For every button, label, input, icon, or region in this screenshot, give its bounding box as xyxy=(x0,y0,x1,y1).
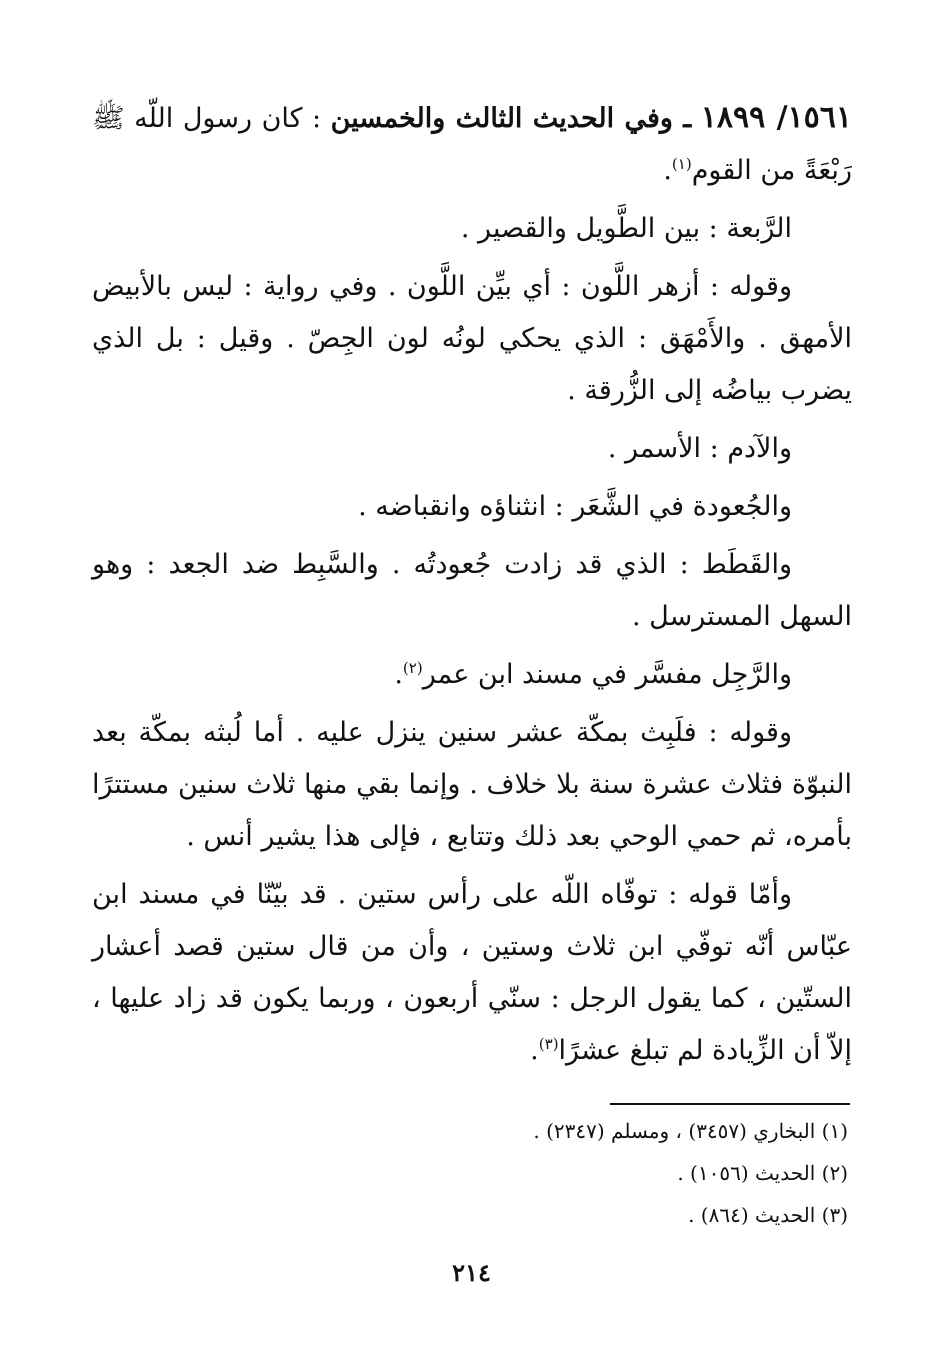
footnote: (٣) الحديث (٨٦٤) . xyxy=(688,1203,848,1227)
footnotes xyxy=(88,1110,848,1236)
main-text xyxy=(92,92,852,1083)
paragraph xyxy=(92,261,852,417)
hadith-end: . xyxy=(663,155,672,186)
footnote-marker: (٣) xyxy=(538,1035,559,1053)
paragraph xyxy=(92,423,852,475)
hadith-heading-paragraph xyxy=(92,92,852,197)
paragraph xyxy=(92,539,852,643)
paragraph-text: والآدم : الأسمر . xyxy=(607,433,792,464)
paragraph-text: والقَطَط : الذي قد زادت جُعودتُه . والسَّبِط ضد الجعد : وهو السهل المسترسل . xyxy=(92,549,852,632)
paragraph-text: والجُعودة في الشَّعَر : انثناؤه وانقباضه . xyxy=(358,491,792,522)
paragraph-text: والرَّجِل مفسَّر في مسند ابن عمر xyxy=(422,659,792,690)
paragraph-text: وأمّا قوله : توفّاه اللّه على رأس ستين . قد بيّنّا في مسند ابن عبّاس أنّه توفّي ابن ثلاث وستين ، وأن من قال ستين قصد أعشار الستّين ، كما يقول الرجل : سنّي أربعون ، وربما يكون قد زاد عليها ، إلاّ أن الزِّيادة لم تبلغ عشرًا xyxy=(92,879,852,1066)
footnote: (١) البخاري (٣٤٥٧) ، ومسلم (٢٣٤٧) . xyxy=(533,1119,848,1143)
hadith-title: ـ وفي الحديث الثالث والخمسين xyxy=(330,103,692,134)
footnote: (٢) الحديث (١٠٥٦) . xyxy=(677,1161,848,1185)
hadith-text: : كان رسول اللّه ﷺ رَبْعَةً من القوم xyxy=(92,103,852,186)
footnote-divider xyxy=(610,1103,850,1105)
paragraph xyxy=(92,203,852,255)
paragraph xyxy=(92,869,852,1077)
hadith-number: ١٥٦١/ ١٨٩٩ xyxy=(700,100,852,135)
paragraph xyxy=(92,707,852,863)
paragraph xyxy=(92,649,852,701)
paragraph-end: . xyxy=(530,1035,539,1066)
paragraph-text: وقوله : فلَبِث بمكّة عشر سنين ينزل عليه . أما لُبثه بمكّة بعد النبوّة فثلاث عشرة سنة بلا خلاف . وإنما بقي منها ثلاث سنين مستترًا بأمره، ثم حمي الوحي بعد ذلك وتتابع ، فإلى هذا يشير أنس . xyxy=(92,717,852,852)
footnote-marker: (١) xyxy=(671,155,692,173)
footnote-marker: (٢) xyxy=(402,659,423,677)
paragraph-text: وقوله : أزهر اللَّون : أي بيِّن اللَّون . وفي رواية : ليس بالأبيض الأمهق . والأَمْهَق : الذي يحكي لونُه لون الجِصّ . وقيل : بل الذي يضرب بياضُه إلى الزُّرقة . xyxy=(92,271,852,406)
paragraph-end: . xyxy=(394,659,403,690)
paragraph-text: الرَّبعة : بين الطَّويل والقصير . xyxy=(460,213,792,244)
page-number: ٢١٤ xyxy=(452,1258,491,1287)
paragraph xyxy=(92,481,852,533)
